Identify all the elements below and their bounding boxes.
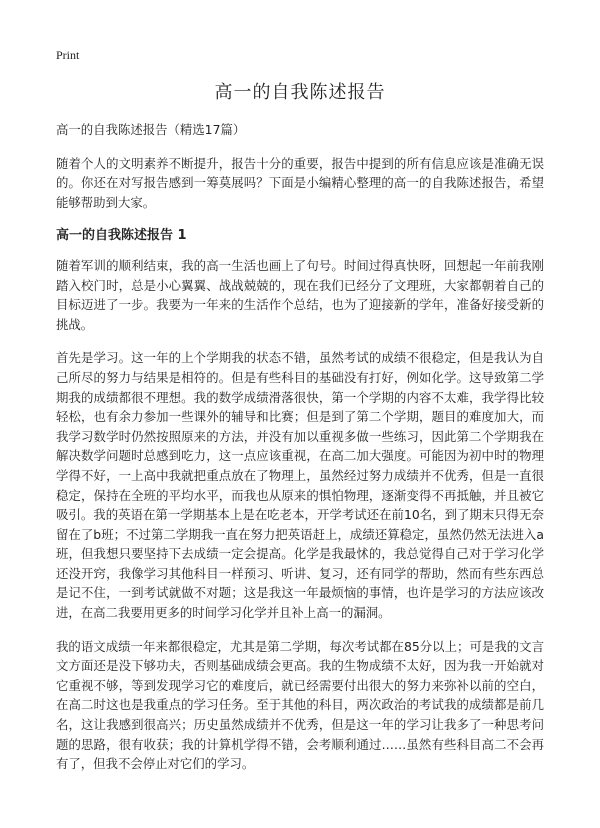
document-body — [56, 120, 544, 788]
document-subtitle: 高一的自我陈述报告（精选17篇） — [56, 122, 246, 137]
body-paragraph-2: 首先是学习。这一年的上个学期我的状态不错，虽然考试的成绩不很稳定，但是我认为自己所尽的努力与结果是相符的。但是有些科目的基础没有打好，例如化学。这导致第二学期我的成绩都很不理想。我的数学成绩滑落很快，第一个学期的内容不太难，我学得比较轻松，也有余力参加一些课外的辅导和比赛；但是到了第二个学期，题目的难度加大，而我学习数学时仍然按照原来的方法，并没有加以重视多做一些练习，因此第二个学期我在解决数学问题时总感到吃力，这一点应该重视，在高二加大强度。可能因为初中时的物理学得不好，一上高中我就把重点放在了物理上，虽然经过努力成绩并不优秀，但是一直很稳定，保持在全班的平均水平，而我也从原来的惧怕物理，逐渐变得不再抵触，并且被它吸引。我的英语在第一学期基本上是在吃老本，开学考试还在前10名，到了期末只得无奈留在了b班；不过第二学期我一直在努力把英语赶上，成绩还算稳定，虽然仍然无法进入a班，但我想只要坚持下去成绩一定会提高。化学是我最怵的，我总觉得自己对于学习化学还没开窍，我像学习其他科目一样预习、听讲、复习，还有同学的帮助，然而有些东西总是记不住，一到考试就做不对题；这是我这一年最烦恼的事情，也许是学习的方法应该改进，在高二我要用更多的时间学习化学并且补上高一的漏洞。 — [56, 350, 544, 621]
body-paragraph-1: 随着军训的顺利结束，我的高一生活也画上了句号。时间过得真快呀，回想起一年前我刚踏入校门时，总是小心翼翼、战战兢兢的，现在我们已经分了文理班，大家都朝着自己的目标迈进了一步。我要为一年来的生活作个总结，也为了迎接新的学年，准备好接受新的挑战。 — [56, 257, 544, 332]
body-paragraph-3: 我的语文成绩一年来都很稳定，尤其是第二学期，每次考试都在85分以上；可是我的文言文方面还是没下够功夫，否则基础成绩会更高。我的生物成绩不太好，因为我一开始就对它重视不够，等到发现学习它的难度后，就已经需要付出很大的努力来弥补以前的空白，在高二时这也是我重点的学习任务。至于其他的科目，两次政治的考试我的成绩都是前几名，这让我感到很高兴；历史虽然成绩并不优秀，但是这一年的学习让我多了一种思考问题的思路，很有收获；我的计算机学得不错，会考顺利通过……虽然有些科目高二不会再有了，但我不会停止对它们的学习。 — [56, 638, 544, 772]
print-link[interactable]: Print — [56, 48, 80, 62]
document-title: 高一的自我陈述报告 — [214, 82, 386, 103]
intro-paragraph: 随着个人的文明素养不断提升，报告十分的重要，报告中提到的所有信息应该是准确无误的。你还在对写报告感到一筹莫展吗？下面是小编精心整理的高一的自我陈述报告，希望能够帮助到大家。 — [56, 155, 544, 210]
section-heading: 高一的自我陈述报告 1 — [56, 228, 187, 244]
